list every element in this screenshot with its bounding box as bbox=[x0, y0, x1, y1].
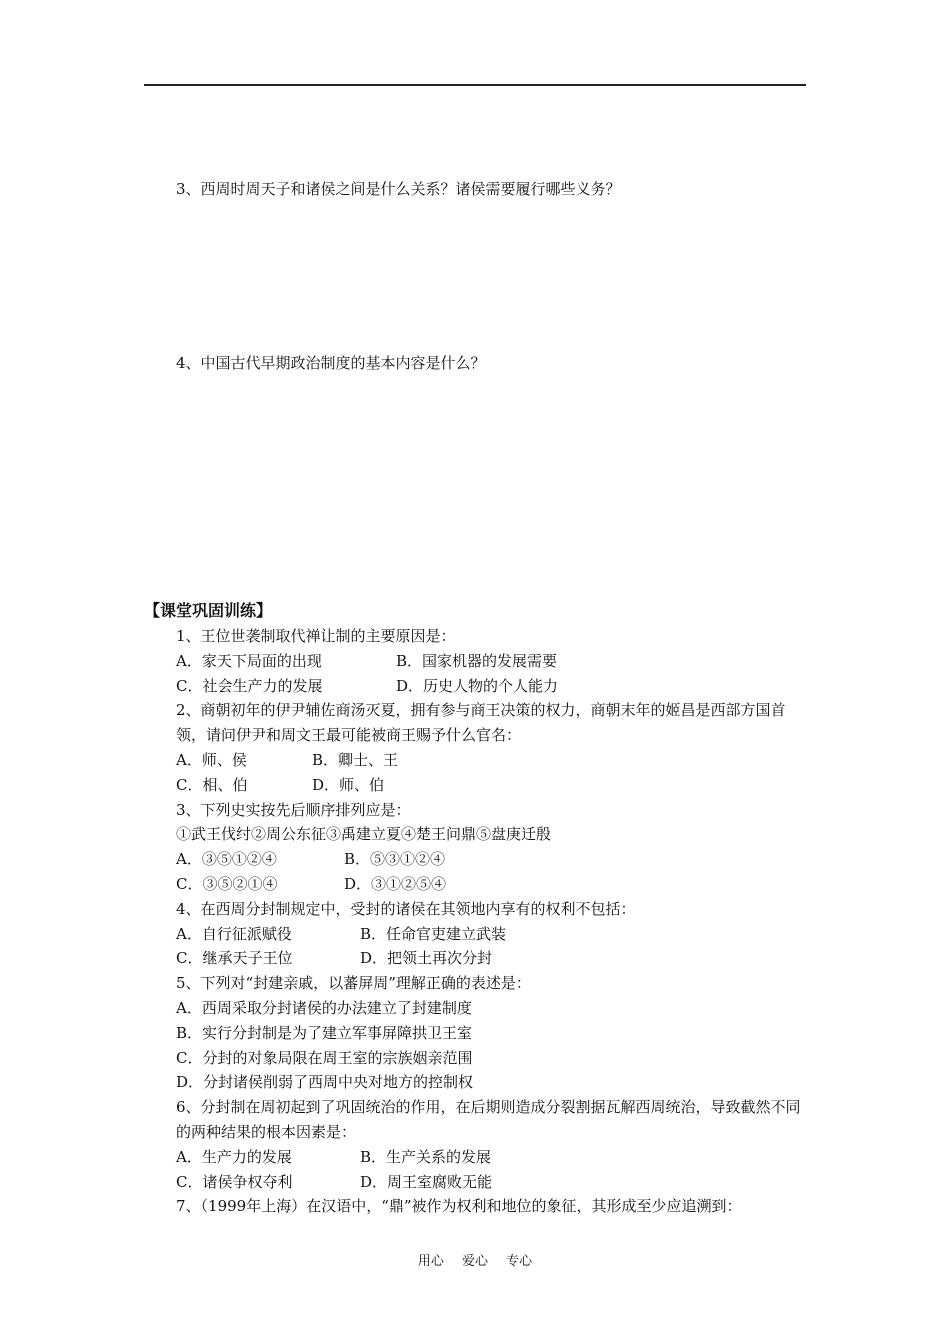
exercise-1-option-b: B．国家机器的发展需要 bbox=[396, 651, 558, 670]
exercise-2-options-cd bbox=[176, 773, 816, 798]
question-3: 3、西周时周天子和诸侯之间是什么关系？诸侯需要履行哪些义务？ bbox=[176, 180, 621, 198]
exercise-1-options-ab bbox=[176, 649, 816, 674]
exercise-1-options-cd bbox=[176, 674, 816, 699]
exercise-2-option-b: B．卿士、王 bbox=[312, 750, 399, 769]
exercise-7-stem: 7、（1999年上海）在汉语中，“鼎”被作为权利和地位的象征，其形成至少应追溯到： bbox=[176, 1197, 742, 1216]
exercise-6-option-d: D．周王室腐败无能 bbox=[360, 1172, 493, 1191]
exercise-1-option-a: A．家天下局面的出现 bbox=[176, 651, 322, 670]
exercise-6-stem: 6、分封制在周初起到了巩固统治的作用，在后期则造成分裂割据瓦解西周统治，导致截然不同的两种结果的根本因素是： bbox=[176, 1098, 801, 1141]
exercise-1-stem: 1、王位世袭制取代禅让制的主要原因是： bbox=[176, 627, 456, 645]
exercise-6-option-b: B．生产关系的发展 bbox=[360, 1147, 492, 1166]
exercise-6-options-cd bbox=[176, 1170, 816, 1195]
exercise-3-stem: 3、下列史实按先后顺序排列应是： bbox=[176, 800, 411, 819]
exercise-2-option-a: A．师、侯 bbox=[176, 750, 247, 769]
exercise-4-options-cd bbox=[176, 946, 816, 971]
question-4: 4、中国古代早期政治制度的基本内容是什么？ bbox=[176, 354, 486, 372]
exercise-4-stem: 4、在西周分封制规定中，受封的诸侯在其领地内享有的权利不包括： bbox=[176, 899, 636, 918]
exercise-5-option-d: D．分封诸侯削弱了西周中央对地方的控制权 bbox=[176, 1073, 474, 1092]
exercise-1-option-c: C．社会生产力的发展 bbox=[176, 676, 323, 695]
exercise-3-options-cd bbox=[176, 872, 816, 897]
header-rule bbox=[144, 84, 806, 86]
section-heading: 【课堂巩固训练】 bbox=[144, 601, 273, 620]
page-footer: 用心 爱心 专心 bbox=[417, 1254, 533, 1269]
exercise-3-option-d: D．③①②⑤④ bbox=[344, 874, 447, 893]
exercise-3-event-list: ①武王伐纣②周公东征③禹建立夏④楚王问鼎⑤盘庚迁殷 bbox=[176, 825, 552, 844]
exercise-6-options-ab bbox=[176, 1145, 816, 1170]
exercise-2-option-c: C．相、伯 bbox=[176, 775, 248, 794]
exercise-5-option-a: A．西周采取分封诸侯的办法建立了封建制度 bbox=[176, 998, 472, 1017]
exercise-4-options-ab bbox=[176, 922, 816, 947]
exercise-4-option-a: A．自行征派赋役 bbox=[176, 924, 292, 943]
exercise-3-option-a: A．③⑤①②④ bbox=[176, 850, 277, 869]
exercise-2-options-ab bbox=[176, 748, 816, 773]
exercise-5-option-b: B．实行分封制是为了建立军事屏障拱卫王室 bbox=[176, 1023, 473, 1042]
exercise-5-stem: 5、下列对“封建亲戚，以蕃屏周”理解正确的表述是： bbox=[176, 974, 531, 993]
exercise-3-option-b: B．⑤③①②④ bbox=[344, 850, 446, 869]
exercise-4-option-b: B．任命官吏建立武装 bbox=[360, 924, 507, 943]
exercise-2-option-d: D．师、伯 bbox=[312, 775, 385, 794]
exercise-1-option-d: D．历史人物的个人能力 bbox=[396, 676, 559, 695]
exercise-4-option-c: C．继承天子王位 bbox=[176, 949, 293, 968]
exercise-3-options-ab bbox=[176, 847, 816, 872]
exercise-4-option-d: D．把领土再次分封 bbox=[360, 949, 493, 968]
exercise-list bbox=[176, 624, 816, 1219]
exercise-5-option-c: C．分封的对象局限在周王室的宗族姻亲范围 bbox=[176, 1048, 473, 1067]
exercise-2-stem: 2、商朝初年的伊尹辅佐商汤灭夏，拥有参与商王决策的权力，商朝末年的姬昌是西部方国首领，请问伊尹和周文王最可能被商王赐予什么官名： bbox=[176, 701, 786, 745]
exercise-3-option-c: C．③⑤②①④ bbox=[176, 874, 278, 893]
exercise-6-option-c: C．诸侯争权夺利 bbox=[176, 1172, 293, 1191]
exercise-6-option-a: A．生产力的发展 bbox=[176, 1147, 292, 1166]
